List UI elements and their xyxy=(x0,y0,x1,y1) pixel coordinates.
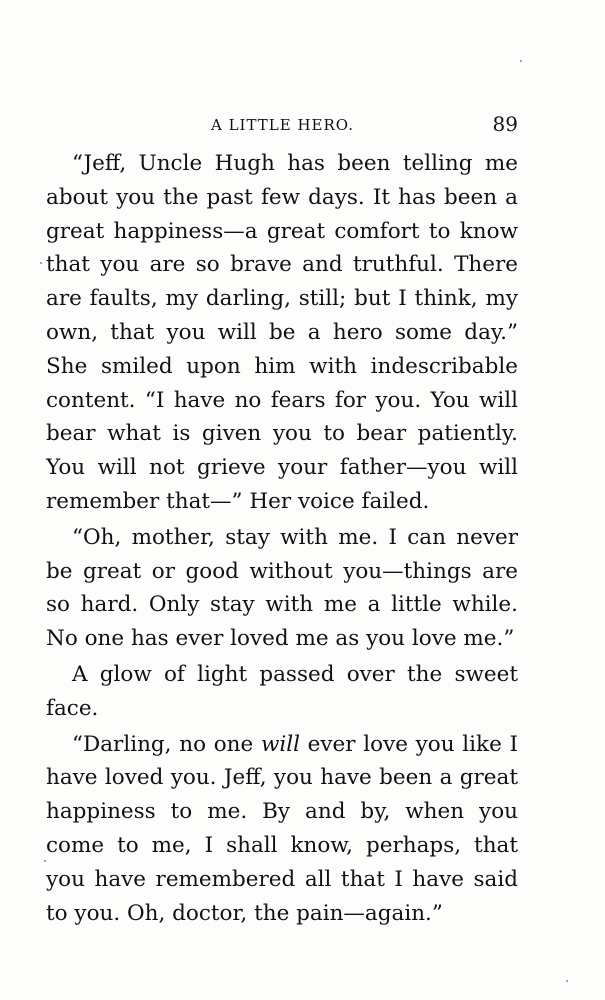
paragraph-4-start: “Darling, no one xyxy=(72,731,261,757)
body-text xyxy=(46,147,518,930)
paragraph-1: “Jeff, Uncle Hugh has been telling me about you the past few days. It has been a great happiness—a great comfort to know that you are so brave and truthful. There are faults, my darling, still; but I think, my own, that you will be a hero some day.” She smiled upon him with indescribable content. “I have no fears for you. You will bear what is given you to bear patiently. You will not grieve your father—you will remember that—” Her voice failed. xyxy=(46,151,518,514)
running-head: A LITTLE HERO. xyxy=(211,116,354,134)
page-number: 89 xyxy=(492,112,518,136)
paragraph-4-end: ever love you like I have loved you. Jeff, you have been a great happiness to me. By and by, when you come to me, I shall know, perhaps, that you have remembered all that I have said to you. Oh, doctor, the pain—again.” xyxy=(46,731,518,926)
emphasis-will: will xyxy=(260,731,300,757)
paragraph-3: A glow of light passed over the sweet face. xyxy=(46,661,518,721)
page-header xyxy=(46,112,518,140)
paragraph-2: “Oh, mother, stay with me. I can never be great or good without you—things are so hard. Only stay with me a little while. No one has ever loved me as you love me.” xyxy=(46,524,518,652)
paragraph-4 xyxy=(46,728,518,931)
